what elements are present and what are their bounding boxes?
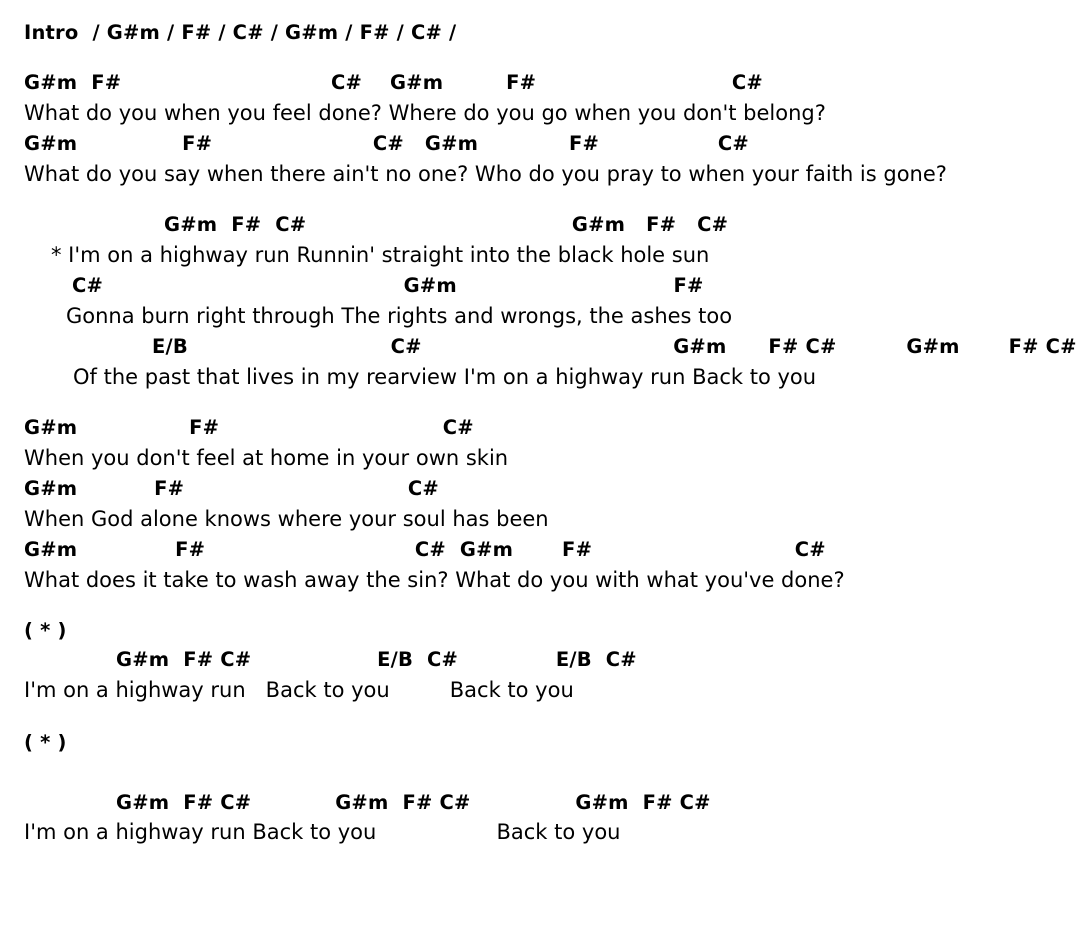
outro-lyric-line: I'm on a highway run Back to you Back to you [24,820,621,844]
intro-chord-line: Intro / G#m / F# / C# / G#m / F# / C# / [24,21,457,44]
bridge-chord-line: G#m F# C# E/B C# E/B C# [116,648,637,671]
verse2-lyric-line-1: When you don't feel at home in your own skin [24,446,509,470]
chorus-chord-line-1: G#m F# C# G#m F# C# [164,213,729,236]
verse2-lyric-line-3: What does it take to wash away the sin? What do you with what you've done? [24,568,845,592]
chorus-chord-line-2: C# G#m F# [72,274,704,297]
verse2-lyric-line-2: When God alone knows where your soul has been [24,507,549,531]
bridge-lyric-line: I'm on a highway run Back to you Back to you [24,678,574,702]
verse2-chord-line-1: G#m F# C# [24,416,474,439]
chorus-repeat-marker-2: ( * ) [24,731,67,754]
verse1-lyric-line-2: What do you say when there ain't no one? Who do you pray to when your faith is gone? [24,162,947,186]
chorus-repeat-marker-1: ( * ) [24,619,67,642]
verse2-chord-line-2: G#m F# C# [24,477,439,500]
verse2-chord-line-3: G#m F# C# G#m F# C# [24,538,826,561]
chorus-chord-line-3: E/B C# G#m F# C# G#m F# C# [152,335,1077,358]
chorus-lyric-line-2: Gonna burn right through The rights and wrongs, the ashes too [66,304,733,328]
chorus-lyric-line-3: Of the past that lives in my rearview I'm on a highway run Back to you [73,365,817,389]
verse1-lyric-line-1: What do you when you feel done? Where do you go when you don't belong? [24,101,826,125]
verse1-chord-line-1: G#m F# C# G#m F# C# [24,71,763,94]
verse1-chord-line-2: G#m F# C# G#m F# C# [24,132,749,155]
chorus-lyric-line-1: * I'm on a highway run Runnin' straight into the black hole sun [51,243,710,267]
outro-chord-line: G#m F# C# G#m F# C# G#m F# C# [116,791,711,814]
